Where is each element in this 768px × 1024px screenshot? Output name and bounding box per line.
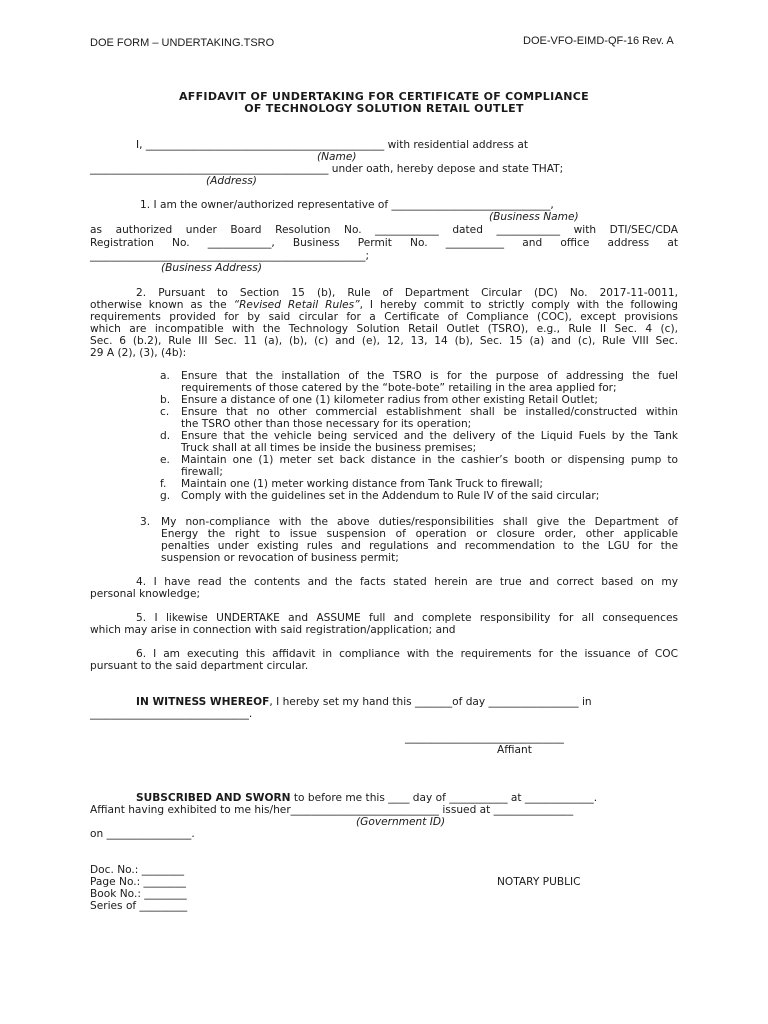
p1-line2: as authorized under Board Resolution No. ____________ dated ____________ with DTI/SEC/CDA xyxy=(90,224,678,236)
list-letter: c. xyxy=(160,406,170,418)
intro-address-line: _____________________________________________ under oath, hereby depose and state THAT; xyxy=(90,163,564,175)
sworn-date-line: on ________________. xyxy=(90,828,195,840)
list-letter: e. xyxy=(160,454,170,466)
list-letter: f. xyxy=(160,478,167,490)
sworn-heading: SUBSCRIBED AND SWORN xyxy=(136,792,291,804)
p3-block xyxy=(140,516,678,564)
p2-block xyxy=(90,287,678,359)
government-id-label: (Government ID) xyxy=(356,816,446,828)
p3-line: My non-compliance with the above duties/responsibilities shall give the Department of xyxy=(161,516,678,528)
book-no: Book No.: ________ xyxy=(90,888,187,900)
list-item-f xyxy=(160,478,678,490)
business-address-label: (Business Address) xyxy=(161,262,262,274)
list-letter: a. xyxy=(160,370,170,382)
list-item-c xyxy=(160,406,678,430)
page-no: Page No.: ________ xyxy=(90,876,186,888)
list-item-text: Ensure that the installation of the TSRO is for the purpose of addressing the fuel xyxy=(181,370,678,382)
business-name-label: (Business Name) xyxy=(489,211,579,223)
intro-name-line: I, _____________________________________________ with residential address at xyxy=(136,139,529,151)
witness-heading: IN WITNESS WHEREOF xyxy=(136,696,270,708)
list-item-d xyxy=(160,430,678,454)
doc-no: Doc. No.: ________ xyxy=(90,864,185,876)
notary-public-label: NOTARY PUBLIC xyxy=(497,876,581,888)
sworn-id-line: Affiant having exhibited to me his/her____________________________ issued at _______________ xyxy=(90,804,574,816)
p5-line2: which may arise in connection with said registration/application; and xyxy=(90,624,456,636)
p2-line2 xyxy=(90,299,678,311)
document-title-line2: OF TECHNOLOGY SOLUTION RETAIL OUTLET xyxy=(244,102,524,115)
form-code-left: DOE FORM – UNDERTAKING.TSRO xyxy=(90,37,275,49)
list-item-text: the TSRO other than those necessary for its operation; xyxy=(181,418,472,430)
p1-line4: ____________________________________________________; xyxy=(90,250,370,262)
p2-line1: 2. Pursuant to Section 15 (b), Rule of Department Circular (DC) No. 2017-11-0011, xyxy=(136,287,678,299)
document-title-line1: AFFIDAVIT OF UNDERTAKING FOR CERTIFICATE OF COMPLIANCE xyxy=(178,90,589,103)
list-letter: d. xyxy=(160,430,171,442)
list-item-text: Comply with the guidelines set in the Addendum to Rule IV of the said circular; xyxy=(181,490,600,502)
list-letter: b. xyxy=(160,394,171,406)
sworn-text: to before me this ____ day of ___________ at _____________. xyxy=(290,792,598,804)
p3-line: penalties under existing rules and regulations and recommendation to the LGU for the xyxy=(161,540,678,552)
list-item-text: Truck shall at all times be inside the business premises; xyxy=(181,442,477,454)
list-item-text: Ensure that the vehicle being serviced and the delivery of the Liquid Fuels by the Tank xyxy=(181,430,678,442)
form-code-right: DOE-VFO-EIMD-QF-16 Rev. A xyxy=(523,35,674,47)
p2-line2-pre: otherwise known as the xyxy=(90,299,234,311)
list-item-a xyxy=(160,370,678,394)
p1-line3: Registration No. ____________, Business Permit No. ___________ and office address at xyxy=(90,237,678,249)
p4-line1: 4. I have read the contents and the facts stated herein are true and correct based on my xyxy=(136,576,678,588)
name-label: (Name) xyxy=(317,151,357,163)
requirements-list xyxy=(160,370,678,502)
list-item-g xyxy=(160,490,678,502)
list-item-text: Ensure a distance of one (1) kilometer radius from other existing Retail Outlet; xyxy=(181,394,598,406)
witness-text: , I hereby set my hand this _______of day _________________ in xyxy=(269,696,592,708)
series-of: Series of _________ xyxy=(90,900,188,912)
p2-line6: 29 A (2), (3), (4b): xyxy=(90,347,187,359)
list-letter: g. xyxy=(160,490,171,502)
list-item-text: requirements of those catered by the “bote-bote” retailing in the area applied for; xyxy=(181,382,617,394)
p2-line3: requirements provided for by said circular for a Certificate of Compliance (COC), except provisions xyxy=(90,311,678,323)
list-item-text: Ensure that no other commercial establishment shall be installed/constructed within xyxy=(181,406,678,418)
p6-line1: 6. I am executing this affidavit in compliance with the requirements for the issuance of COC xyxy=(136,648,678,660)
list-item-text: Maintain one (1) meter working distance from Tank Truck to firewall; xyxy=(181,478,543,490)
list-item-text: Maintain one (1) meter set back distance in the cashier’s booth or dispensing pump to xyxy=(181,454,678,466)
p2-line4: which are incompatible with the Technology Solution Retail Outlet (TSRO), e.g., Rule II Sec. 4 (c), xyxy=(90,323,678,335)
list-item-e xyxy=(160,454,678,478)
p5-line1: 5. I likewise UNDERTAKE and ASSUME full and complete responsibility for all consequences xyxy=(136,612,678,624)
affiant-label: Affiant xyxy=(497,744,532,756)
p2-line5: Sec. 6 (b.2), Rule III Sec. 11 (a), (b), (c) and (e), 12, 13, 14 (b), Sec. 15 (a) and (c), Rule VIII Sec. xyxy=(90,335,678,347)
witness-line xyxy=(136,696,592,708)
address-label: (Address) xyxy=(206,175,257,187)
revised-retail-rules: “Revised Retail Rules” xyxy=(233,299,360,311)
list-item-text: firewall; xyxy=(181,466,223,478)
p6-line2: pursuant to the said department circular. xyxy=(90,660,309,672)
affiant-signature-line: ______________________________ xyxy=(405,732,564,744)
witness-place-line: ______________________________. xyxy=(90,708,253,720)
p2-line2-post: , I hereby commit to strictly comply with the following xyxy=(359,299,678,311)
p4-line2: personal knowledge; xyxy=(90,588,201,600)
list-item-b xyxy=(160,394,678,406)
sworn-line xyxy=(136,792,597,804)
p3-number: 3. xyxy=(140,516,151,528)
p3-line: Energy the right to issue suspension of operation or closure order, other applicable xyxy=(161,528,678,540)
p1-line1: 1. I am the owner/authorized representative of ______________________________, xyxy=(140,199,554,211)
p3-line: suspension or revocation of business permit; xyxy=(161,552,399,564)
